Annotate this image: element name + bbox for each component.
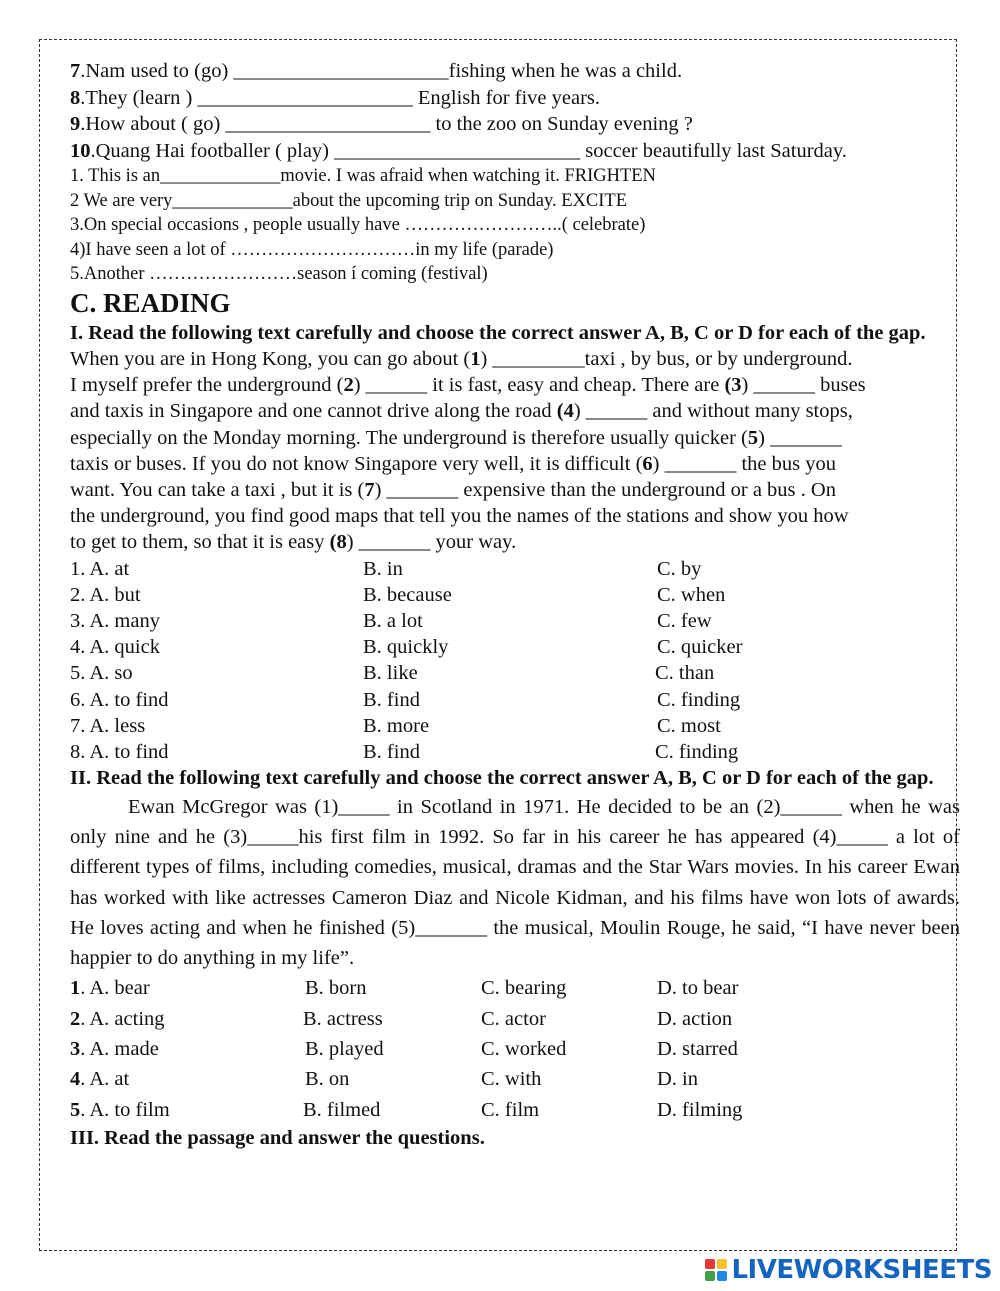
passage-line: I myself prefer the underground (2) ______ it is fast, easy and cheap. There are (3) ______ buses: [70, 374, 866, 397]
verb-exercise: [70, 58, 960, 164]
passage-line: taxis or buses. If you do not know Singapore very well, it is difficult (6) _______ the bus you: [70, 452, 837, 475]
worksheet-content: [70, 58, 960, 1151]
section-heading-reading: C. READING: [70, 287, 231, 318]
word-form-question: 4)I have seen a lot of …………………………in my life (parade): [70, 239, 554, 260]
passage-line: want. You can take a taxi , but it is (7) _______ expensive than the underground or a bus . On: [70, 479, 836, 502]
option-row: 3. A. made B. played C. worked D. starred: [70, 1038, 738, 1060]
reading-part2-instruction: II. Read the following text carefully and choose the correct answer A, B, C or D for each of the gap.: [70, 767, 934, 790]
option-row: 7. A. less B. more C. most: [70, 714, 721, 737]
liveworksheets-logo-text: LIVEWORKSHEETS: [731, 1255, 992, 1285]
verb-question-7: 7.Nam used to (go) _____________________fishing when he was a child.: [70, 60, 683, 82]
option-row: 5. A. to film B. filmed C. film D. filming: [70, 1098, 743, 1121]
option-row: 6. A. to find B. find C. finding: [70, 688, 741, 711]
option-row: 3. A. many B. a lot C. few: [70, 610, 712, 632]
word-form-exercise: [70, 164, 960, 287]
option-row: 1. A. at B. in C. by: [70, 557, 702, 580]
reading-part2-passage: Ewan McGregor was (1)_____ in Scotland in 1971. He decided to be an (2)______ when he was only nine and he (3)_____his first film in 1992. So far in his career he has appeared (4)_____ a lot of different types of films, including comedies, musical, dramas and the Star Wars movies. In his career Ewan has worked with like actresses Cameron Diaz and Nicole Kidman, and his films have won lots of awards. He loves acting and when he finished (5)_______ the musical, Moulin Rouge, he said, “I have never been happier to do anything in my life”.: [70, 795, 960, 970]
word-form-question: 1. This is an_____________movie. I was afraid when watching it. FRIGHTEN: [70, 166, 656, 186]
option-row: 2. A. acting B. actress C. actor D. action: [70, 1007, 733, 1030]
passage-line: to get to them, so that it is easy (8) _______ your way.: [70, 531, 517, 554]
option-row: 5. A. so B. like C. than: [70, 662, 715, 685]
reading-part3-instruction: III. Read the passage and answer the questions.: [70, 1126, 485, 1149]
word-form-question: 2 We are very_____________about the upcoming trip on Sunday. EXCITE: [70, 190, 628, 211]
word-form-question: 3.On special occasions , people usually have ……………………..( celebrate): [70, 215, 646, 235]
option-row: 4. A. at B. on C. with D. in: [70, 1068, 698, 1091]
passage-line: the underground, you find good maps that tell you the names of the stations and show you how: [70, 505, 849, 528]
liveworksheets-logo-icon: [705, 1259, 727, 1281]
verb-question-10: 10.Quang Hai footballer ( play) ________________________ soccer beautifully last Saturday.: [70, 139, 847, 162]
liveworksheets-watermark: [705, 1253, 992, 1287]
option-row: 4. A. quick B. quickly C. quicker: [70, 636, 743, 659]
verb-question-9: 9.How about ( go) ____________________ to the zoo on Sunday evening ?: [70, 113, 693, 135]
reading-part2-options: [70, 973, 960, 1124]
passage-line: and taxis in Singapore and one cannot drive along the road (4) ______ and without many stops,: [70, 400, 853, 423]
verb-question-8: 8.They (learn ) _____________________ English for five years.: [70, 86, 601, 109]
passage-line: especially on the Monday morning. The underground is therefore usually quicker (5) _______: [70, 426, 842, 449]
option-row: 2. A. but B. because C. when: [70, 583, 726, 606]
word-form-question: 5.Another ……………………season í coming (festival): [70, 264, 488, 284]
reading-part1-passage: [70, 346, 960, 556]
reading-part1-instruction: I. Read the following text carefully and choose the correct answer A, B, C or D for each of the gap.: [70, 321, 926, 344]
passage-line: When you are in Hong Kong, you can go about (1) _________taxi , by bus, or by underground.: [70, 348, 853, 370]
option-row: 8. A. to find B. find C. finding: [70, 740, 739, 763]
option-row: 1. A. bear B. born C. bearing D. to bear: [70, 977, 739, 1000]
reading-part1-options: [70, 556, 960, 766]
